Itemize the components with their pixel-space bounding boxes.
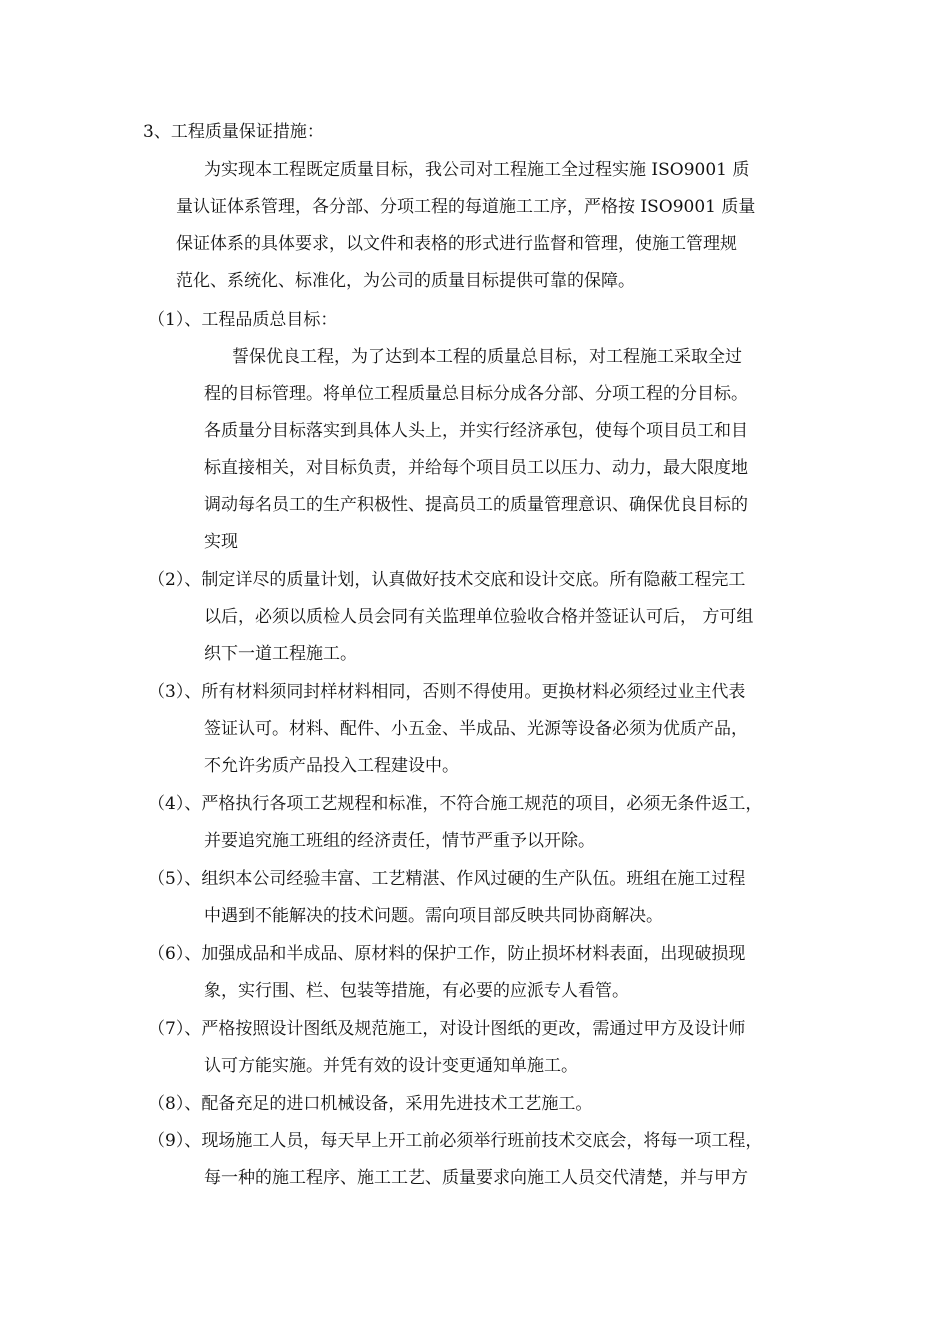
item-1-text-line: 各质量分目标落实到具体人头上，并实行经济承包，使每个项目员工和目	[204, 421, 748, 441]
item-1-text-line: 调动每名员工的生产积极性、提高员工的质量管理意识、确保优良目标的	[204, 495, 748, 515]
item-1-text-line: 标直接相关，对目标负责，并给每个项目员工以压力、动力，最大限度地	[204, 458, 748, 478]
item-1-label: （1）、工程品质总目标：	[148, 310, 338, 330]
item-7-line: （7）、严格按照设计图纸及规范施工，对设计图纸的更改，需通过甲方及设计师	[148, 1019, 746, 1039]
item-1-text-line: 程的目标管理。将单位工程质量总目标分成各分部、分项工程的分目标。	[204, 384, 748, 404]
item-2-line: 以后，必须以质检人员会同有关监理单位验收合格并签证认可后， 方可组	[204, 607, 754, 627]
item-6-line: （6）、加强成品和半成品、原材料的保护工作，防止损坏材料表面，出现破损现	[148, 944, 746, 964]
item-8-line: （8）、配备充足的进口机械设备，采用先进技术工艺施工。	[148, 1094, 593, 1114]
item-5-line: （5）、组织本公司经验丰富、工艺精湛、作风过硬的生产队伍。班组在施工过程	[148, 869, 746, 889]
item-7-line: 认可方能实施。并凭有效的设计变更通知单施工。	[204, 1056, 578, 1076]
item-9-line: （9）、现场施工人员，每天早上开工前必须举行班前技术交底会，将每一项工程，	[148, 1131, 763, 1151]
item-2-line: 织下一道工程施工。	[204, 644, 357, 664]
intro-line: 量认证体系管理，各分部、分项工程的每道施工工序，严格按 ISO9001 质量	[176, 197, 756, 217]
item-5-line: 中遇到不能解决的技术问题。需向项目部反映共同协商解决。	[204, 906, 663, 926]
item-4-line: （4）、严格执行各项工艺规程和标准，不符合施工规范的项目，必须无条件返工，	[148, 794, 763, 814]
intro-line: 保证体系的具体要求，以文件和表格的形式进行监督和管理，使施工管理规	[176, 234, 737, 254]
intro-line: 范化、系统化、标准化，为公司的质量目标提供可靠的保障。	[176, 271, 635, 291]
item-1-text-line: 实现	[204, 532, 238, 552]
item-3-line: 不允许劣质产品投入工程建设中。	[204, 756, 459, 776]
item-1-text-line: 誓保优良工程，为了达到本工程的质量总目标，对工程施工采取全过	[232, 347, 742, 367]
item-2-line: （2）、制定详尽的质量计划，认真做好技术交底和设计交底。所有隐蔽工程完工	[148, 570, 746, 590]
item-3-line: 签证认可。材料、配件、小五金、半成品、光源等设备必须为优质产品，	[204, 719, 748, 739]
item-3-line: （3）、所有材料须同封样材料相同，否则不得使用。更换材料必须经过业主代表	[148, 682, 746, 702]
item-6-line: 象，实行围、栏、包装等措施，有必要的应派专人看管。	[204, 981, 629, 1001]
section-heading: 3、工程质量保证措施：	[143, 122, 324, 142]
item-9-line: 每一种的施工程序、施工工艺、质量要求向施工人员交代清楚，并与甲方	[204, 1168, 748, 1188]
item-4-line: 并要追究施工班组的经济责任，情节严重予以开除。	[204, 831, 595, 851]
intro-line: 为实现本工程既定质量目标，我公司对工程施工全过程实施 ISO9001 质	[204, 160, 750, 180]
